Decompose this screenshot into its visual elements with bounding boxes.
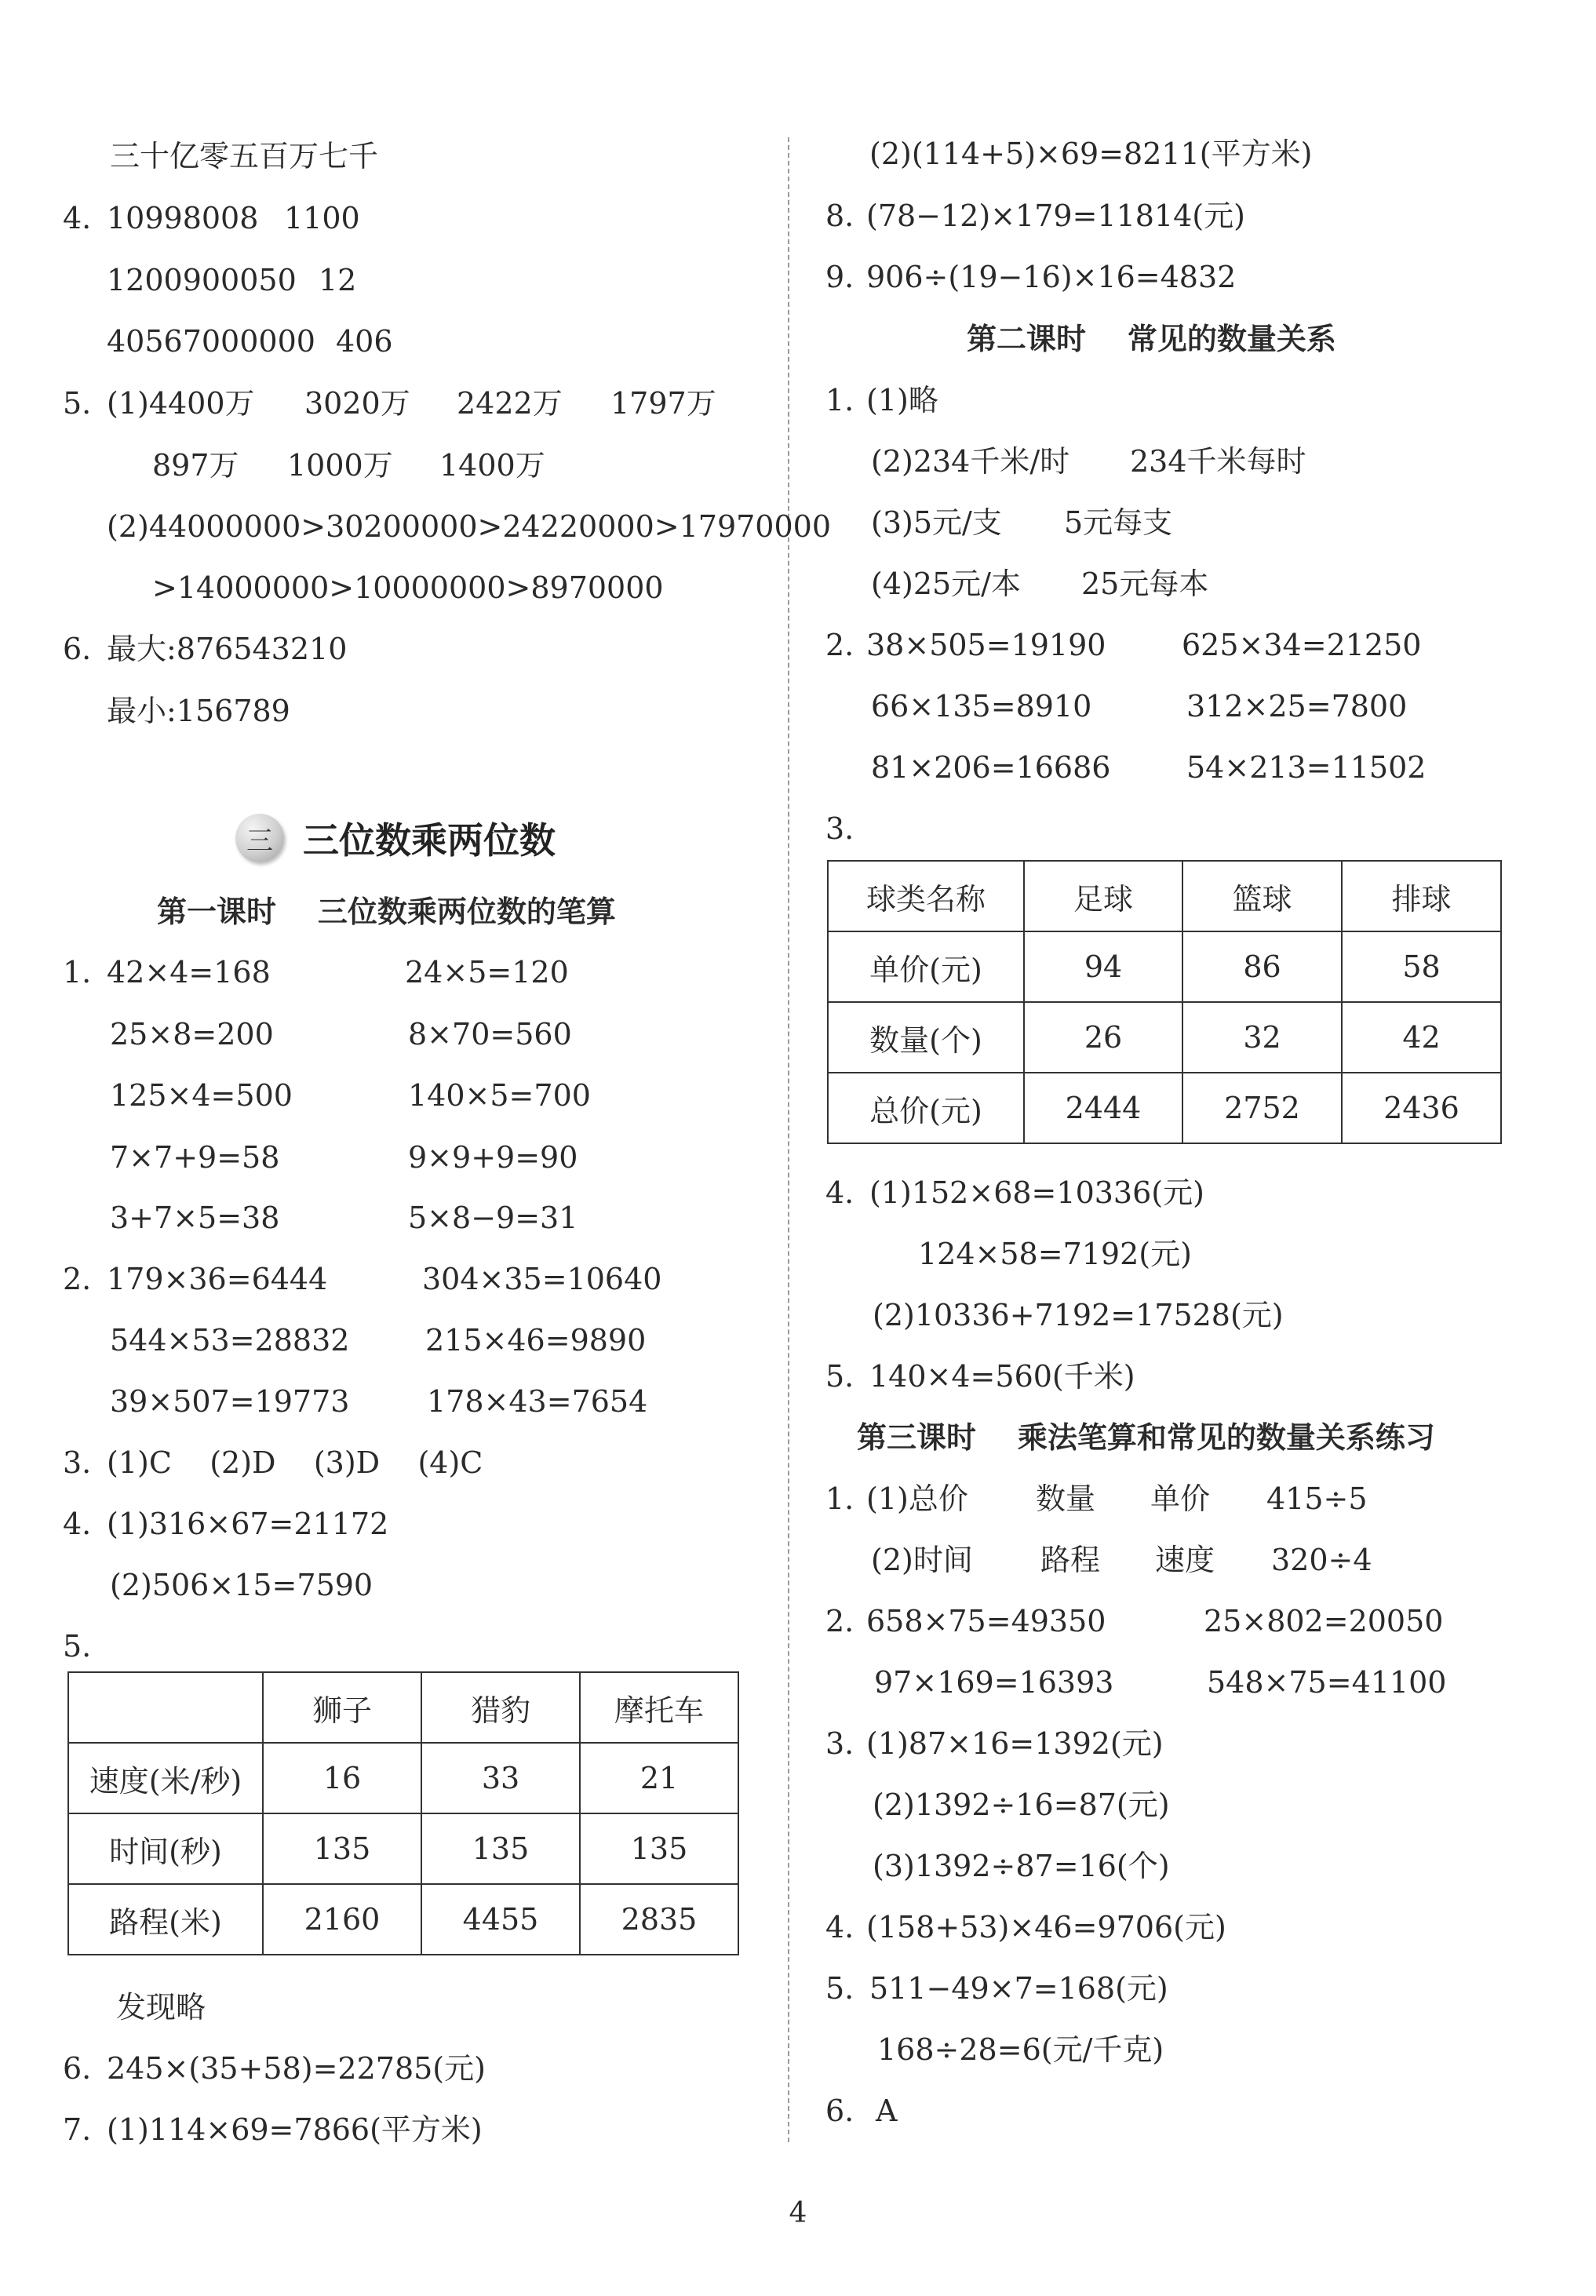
answer-value: (2)506×15=7590 (110, 1568, 373, 1602)
table-cell: 2752 (1182, 1073, 1342, 1143)
answer-value: (1)87×16=1392(元) (866, 1726, 1164, 1761)
answer-value: 548×75=41100 (1207, 1665, 1447, 1700)
question-number: 1. (825, 383, 854, 417)
answer-value: 8×70=560 (408, 1017, 572, 1051)
question-number: 9. (825, 260, 854, 294)
answer-value: 3020万 (304, 386, 410, 421)
table-cell: 16 (263, 1743, 421, 1813)
question-number: 2. (825, 1604, 854, 1638)
answer-value: 168÷28=6(元/千克) (877, 2032, 1164, 2067)
answer-value: (4)25元/本 (871, 567, 1021, 601)
answer-value: >14000000>10000000>8970000 (152, 570, 664, 605)
answer-value: (3)5元/支 (871, 505, 1002, 540)
table-cell: 2160 (263, 1884, 421, 1955)
table-row-label: 单价(元) (828, 931, 1024, 1002)
question-number: 3. (825, 1726, 854, 1761)
answer-value: 1200900050 (107, 263, 297, 297)
answer-value: A (876, 2094, 898, 2128)
ball-price-table (827, 860, 1502, 1144)
answer-value: 625×34=21250 (1182, 628, 1422, 662)
question-number: 2. (825, 628, 854, 662)
answer-line: 三十亿零五百万七千 (110, 139, 379, 173)
question-number: 1. (825, 1481, 854, 1516)
table-cell: 2835 (580, 1884, 738, 1955)
answer-value: 最小:156789 (107, 694, 290, 728)
answer-value: 10998008 (107, 201, 259, 235)
answer-value: 9×9+9=90 (408, 1140, 578, 1175)
answer-value: (2)时间 (871, 1543, 973, 1577)
answer-value: 312×25=7800 (1186, 689, 1408, 723)
table-cell: 26 (1024, 1002, 1182, 1073)
table-cell: 4455 (421, 1884, 580, 1955)
question-number: 3. (63, 1445, 92, 1480)
table-header-cell: 足球 (1024, 861, 1182, 931)
speed-time-distance-table (67, 1671, 739, 1955)
answer-value: (1)152×68=10336(元) (869, 1175, 1204, 1210)
table-header-cell: 猎豹 (421, 1672, 580, 1743)
answer-value: 415÷5 (1266, 1481, 1368, 1516)
answer-value: 1100 (284, 201, 360, 235)
answer-value: (2)44000000>30200000>24220000>17970000 (107, 509, 832, 544)
answer-value: 42×4=168 (107, 955, 271, 989)
answer-value: 906÷(19−16)×16=4832 (866, 260, 1237, 294)
answer-value: 97×169=16393 (874, 1665, 1114, 1700)
table-cell: 2444 (1024, 1073, 1182, 1143)
table-row-label: 速度(米/秒) (68, 1743, 263, 1813)
answer-value: 单价 (1150, 1481, 1211, 1516)
table-cell: 135 (580, 1813, 738, 1884)
answer-value: 数量 (1036, 1481, 1096, 1516)
question-number: 5. (825, 1359, 854, 1394)
table-cell: 58 (1342, 931, 1501, 1002)
question-number: 5. (63, 1629, 92, 1664)
answer-value: (2)(114+5)×69=8211(平方米) (869, 137, 1313, 171)
unit-number-badge: 三 (235, 814, 284, 862)
table-header-cell: 摩托车 (580, 1672, 738, 1743)
table-cell: 135 (263, 1813, 421, 1884)
table-header-cell: 排球 (1342, 861, 1501, 931)
answer-value: (1)总价 (866, 1481, 968, 1516)
question-number: 6. (63, 632, 92, 666)
answer-value: 7×7+9=58 (110, 1140, 280, 1175)
answer-value: 897万 (152, 448, 239, 483)
answer-value: 24×5=120 (405, 955, 569, 989)
answer-value: (1)4400万 (107, 386, 255, 421)
question-number: 4. (825, 1910, 854, 1944)
answer-value: 速度 (1155, 1543, 1215, 1577)
answer-value: 54×213=11502 (1186, 750, 1427, 785)
answer-value: 39×507=19773 (110, 1384, 350, 1419)
answer-value: 178×43=7654 (427, 1384, 648, 1419)
table-row-label: 时间(秒) (68, 1813, 263, 1884)
answer-value: (1)316×67=21172 (107, 1507, 389, 1541)
answer-note: 发现略 (116, 1990, 206, 2024)
answer-value: 38×505=19190 (866, 628, 1106, 662)
answer-value: 406 (336, 324, 393, 359)
answer-value: (2)10336+7192=17528(元) (873, 1298, 1284, 1332)
answer-value: 路程 (1040, 1543, 1101, 1577)
page-number: 4 (789, 2197, 807, 2229)
answer-value: 124×58=7192(元) (918, 1237, 1192, 1271)
table-cell: 32 (1182, 1002, 1342, 1073)
unit-heading: 三位数乘两位数 (303, 819, 556, 862)
table-header-cell: 球类名称 (828, 861, 1024, 931)
lesson-heading: 第三课时 乘法笔算和常见的数量关系练习 (857, 1420, 1435, 1455)
table-cell: 33 (421, 1743, 580, 1813)
table-cell: 42 (1342, 1002, 1501, 1073)
table-cell: 86 (1182, 931, 1342, 1002)
table-header-cell: 篮球 (1182, 861, 1342, 931)
lesson-heading: 第一课时 三位数乘两位数的笔算 (157, 895, 616, 929)
answer-value: 2422万 (457, 386, 563, 421)
answer-value: 3+7×5=38 (110, 1201, 280, 1235)
answer-value: 658×75=49350 (866, 1604, 1106, 1638)
answer-value: 179×36=6444 (107, 1262, 328, 1296)
answer-value: (1)114×69=7866(平方米) (107, 2112, 483, 2147)
answer-value: (2)234千米/时 (871, 444, 1070, 479)
question-number: 6. (63, 2051, 92, 2086)
lesson-heading: 第二课时 常见的数量关系 (967, 322, 1336, 356)
answer-value: 25×802=20050 (1204, 1604, 1444, 1638)
answer-value: 66×135=8910 (871, 689, 1092, 723)
table-header-cell: 狮子 (263, 1672, 421, 1743)
answer-value: (78−12)×179=11814(元) (866, 199, 1245, 233)
answer-value: 320÷4 (1271, 1543, 1372, 1577)
answer-value: 304×35=10640 (422, 1262, 662, 1296)
answer-value: 12 (319, 263, 357, 297)
answer-value: 140×5=700 (408, 1078, 591, 1113)
answer-value: (1)C (2)D (3)D (4)C (107, 1445, 483, 1480)
question-number: 7. (63, 2112, 92, 2147)
answer-value: 125×4=500 (110, 1078, 293, 1113)
answer-value: 25×8=200 (110, 1017, 274, 1051)
question-number: 2. (63, 1262, 92, 1296)
column-divider (788, 137, 789, 2142)
question-number: 3. (825, 811, 854, 846)
answer-value: 215×46=9890 (425, 1323, 647, 1358)
answer-value: 25元每本 (1081, 567, 1209, 601)
question-number: 4. (63, 201, 92, 235)
answer-value: (158+53)×46=9706(元) (866, 1910, 1226, 1944)
question-number: 6. (825, 2094, 854, 2128)
table-cell: 2436 (1342, 1073, 1501, 1143)
answer-value: (2)1392÷16=87(元) (873, 1788, 1170, 1822)
answer-value: 40567000000 (107, 324, 315, 359)
question-number: 5. (825, 1971, 854, 2006)
question-number: 4. (825, 1175, 854, 1210)
answer-value: 81×206=16686 (871, 750, 1111, 785)
answer-value: 5×8−9=31 (408, 1201, 578, 1235)
table-row-label: 路程(米) (68, 1884, 263, 1955)
answer-value: 544×53=28832 (110, 1323, 350, 1358)
answer-value: 最大:876543210 (107, 632, 348, 666)
answer-value: 1400万 (439, 448, 545, 483)
answer-value: 245×(35+58)=22785(元) (107, 2051, 486, 2086)
table-header-cell (68, 1672, 263, 1743)
table-cell: 21 (580, 1743, 738, 1813)
question-number: 5. (63, 386, 92, 421)
answer-value: 5元每支 (1064, 505, 1173, 540)
answer-value: 1797万 (610, 386, 716, 421)
table-cell: 94 (1024, 931, 1182, 1002)
table-cell: 135 (421, 1813, 580, 1884)
question-number: 1. (63, 955, 92, 989)
answer-value: (1)略 (866, 383, 938, 417)
question-number: 4. (63, 1507, 92, 1541)
answer-value: (3)1392÷87=16(个) (873, 1849, 1170, 1883)
unit-title (235, 813, 556, 863)
table-row-label: 数量(个) (828, 1002, 1024, 1073)
table-row-label: 总价(元) (828, 1073, 1024, 1143)
answer-value: 234千米每时 (1130, 444, 1306, 479)
answer-value: 140×4=560(千米) (869, 1359, 1135, 1394)
question-number: 8. (825, 199, 854, 233)
answer-value: 511−49×7=168(元) (869, 1971, 1168, 2006)
answer-value: 1000万 (287, 448, 393, 483)
